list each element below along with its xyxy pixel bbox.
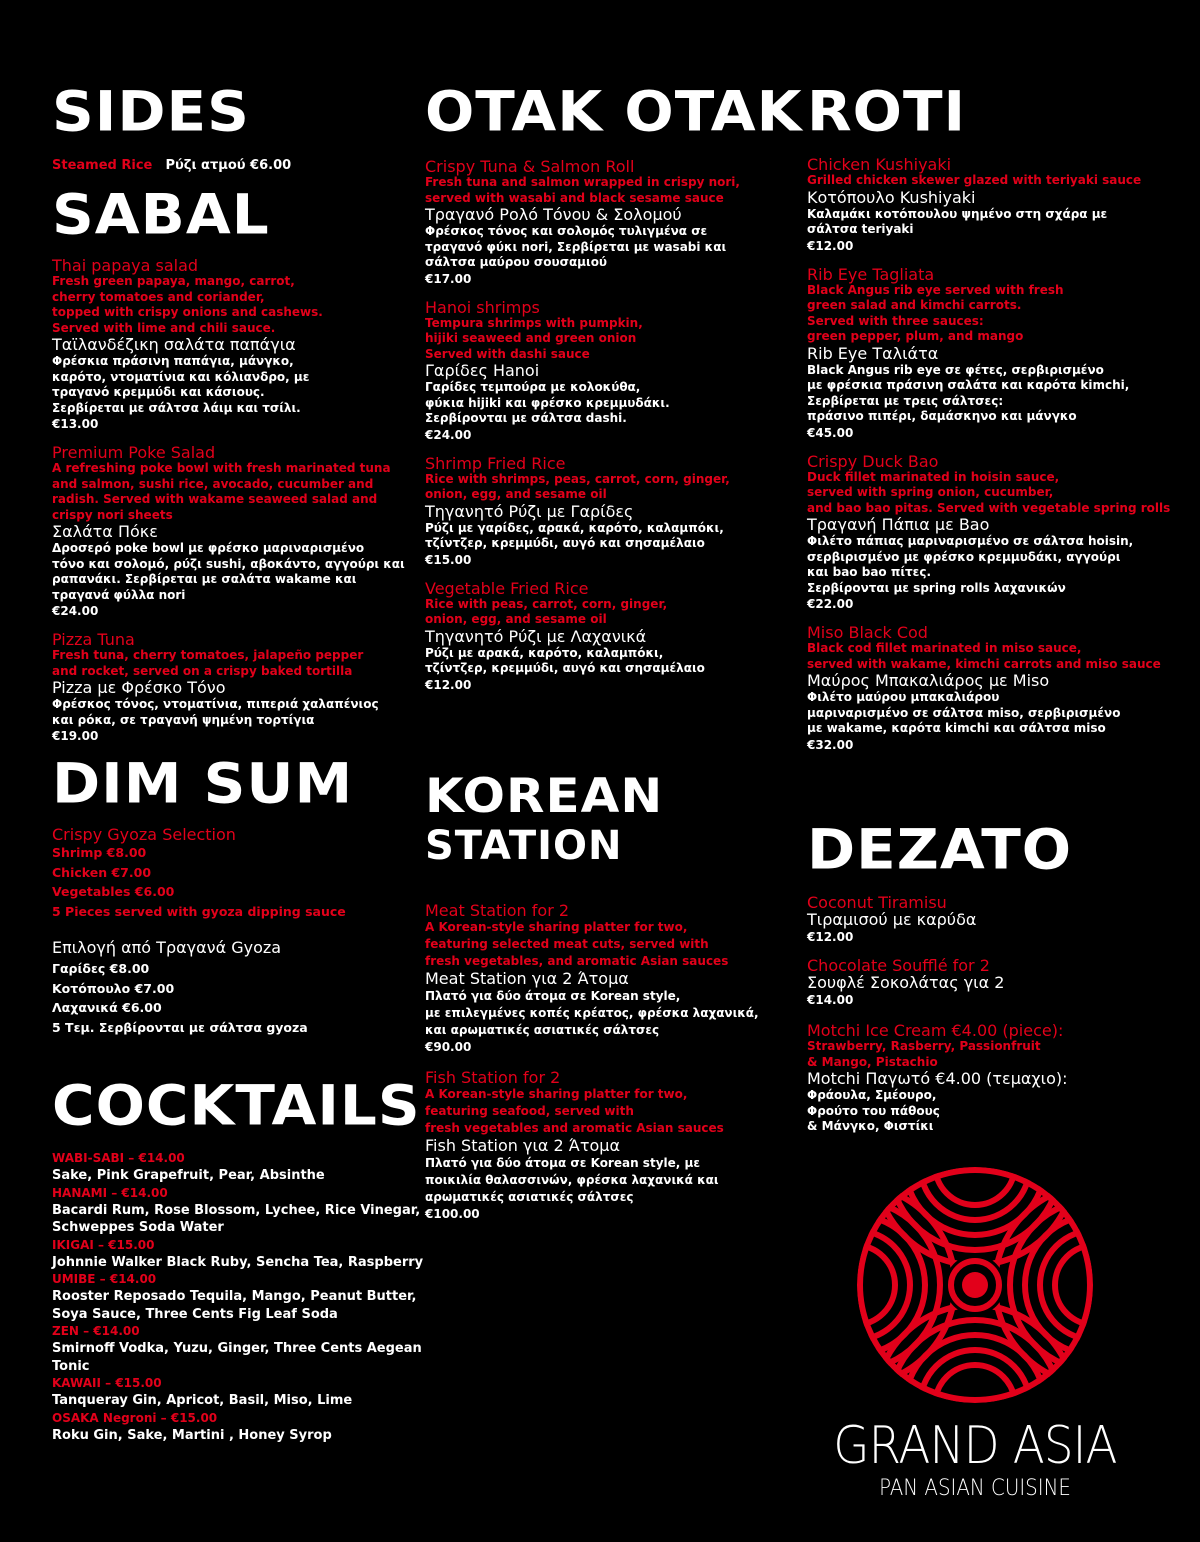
cocktail-ingredients: Tanqueray Gin, Apricot, Basil, Miso, Lime	[52, 1393, 353, 1408]
item-price: €12.00	[807, 930, 854, 944]
dimsum-title-en: Crispy Gyoza Selection	[52, 825, 236, 844]
cocktail-name: UMIBE – €14.00	[52, 1272, 157, 1286]
item-title-gr: Τραγανό Ρολό Τόνου & Σολομού	[425, 205, 682, 224]
dimsum-line-gr: Κοτόπουλο €7.00	[52, 980, 175, 996]
sides-item-gr: Ρύζι ατμού €6.00	[165, 158, 292, 173]
item-price: €100.00	[425, 1207, 480, 1221]
item-title-en: Meat Station for 2	[425, 901, 570, 920]
korean-section	[425, 768, 785, 1222]
menu-item	[52, 444, 422, 619]
item-title-gr: Τιραμισού με καρύδα	[807, 910, 977, 929]
item-title-en: Motchi Ice Cream €4.00 (piece):	[807, 1021, 1064, 1040]
item-price: €24.00	[52, 604, 99, 618]
item-title-en: Fish Station for 2	[425, 1068, 561, 1087]
cocktail-list	[52, 1150, 452, 1444]
roti-list	[807, 156, 1177, 753]
item-desc-en: Black cod fillet marinated in miso sauce, served with wakame, kimchi carrots and miso sauce	[807, 641, 1161, 671]
item-desc-en: Strawberry, Rasberry, Passionfruit & Mango, Pistachio	[807, 1039, 1041, 1069]
item-desc-en: A Korean-style sharing platter for two, featuring seafood, served with fresh vegetables and aromatic Asian sauces	[425, 1087, 724, 1135]
cocktail-ingredients: Rooster Reposado Tequila, Mango, Peanut Butter, Soya Sauce, Three Cents Fig Leaf Soda	[52, 1289, 417, 1322]
item-title-gr: Σουφλέ Σοκολάτας για 2	[807, 973, 1005, 992]
sides-heading: SIDES	[52, 79, 250, 144]
item-desc-gr: Black Angus rib eye σε φέτες, σερβιρισμένο με φρέσκια πράσινη σαλάτα και καρότα kimchi, Σερβίρεται με τρεις σάλτσες: πράσινο πιπέρι, δαμάσκηνο και μάνγκο	[807, 362, 1130, 423]
item-title-en: Crispy Duck Bao	[807, 451, 939, 471]
item-desc-en: A refreshing poke bowl with fresh marinated tuna and salmon, sushi rice, avocado, cucumber and radish. Served with wakame seaweed salad and crispy nori sheets	[52, 461, 391, 522]
item-title-gr: Τραγανή Πάπια με Bao	[807, 515, 990, 534]
item-title-en: Vegetable Fried Rice	[425, 578, 589, 598]
item-title-gr: Μαύρος Μπακαλιάρος με Miso	[807, 671, 1050, 690]
item-price: €15.00	[425, 552, 472, 567]
item-desc-gr: Φιλέτο μαύρου μπακαλιάρου μαριναρισμένο σε σάλτσα miso, σερβιρισμένο με wakame, καρότα kimchi και σάλτσα miso	[807, 690, 1121, 735]
item-price: €14.00	[807, 993, 854, 1007]
dimsum-line-gr: 5 Τεμ. Σερβίρονται με σάλτσα gyoza	[52, 1019, 308, 1035]
item-desc-gr: Δροσερό poke bowl με φρέσκο μαριναρισμένο τόνο και σολομό, ρύζι sushi, αβοκάντο, αγγούρι και ραπανάκι. Σερβίρεται με σαλάτα wakame και τραγανά φύλλα nori	[52, 541, 405, 602]
item-title-gr: Pizza με Φρέσκο Τόνο	[52, 678, 226, 697]
cocktail-name: KAWAII – €15.00	[52, 1376, 162, 1390]
menu-item	[807, 894, 1177, 945]
item-desc-gr: Φρέσκος τόνος και σολομός τυλιγμένα σε τραγανό φύκι nori, Σερβίρεται με wasabi και σάλτσα μαύρου σουσαμιού	[425, 224, 727, 269]
item-price: €24.00	[425, 427, 472, 442]
dimsum-line-en: Shrimp €8.00	[52, 845, 147, 860]
dezato-heading: DEZATO	[807, 817, 1073, 882]
item-desc-gr: Φράουλα, Σμέουρο, Φρούτο του πάθους & Μάνγκο, Φιστίκι	[807, 1088, 940, 1133]
item-title-en: Pizza Tuna	[52, 630, 135, 649]
korean-list	[425, 902, 785, 1222]
sides-item	[52, 154, 422, 175]
menu-item	[807, 453, 1177, 613]
item-title-gr: Meat Station για 2 Άτομα	[425, 969, 629, 988]
menu-item	[807, 624, 1177, 753]
item-desc-gr: Γαρίδες τεμπούρα με κολοκύθα, φύκια hijiki και φρέσκο κρεμμυδάκι. Σερβίρονται με σάλτσα dashi.	[425, 380, 670, 425]
cocktail-ingredients: Bacardi Rum, Rose Blossom, Lychee, Rice Vinegar, Schweppes Soda Water	[52, 1202, 421, 1235]
menu-item	[425, 902, 785, 1055]
dimsum-line-en: Vegetables €6.00	[52, 884, 175, 899]
station-heading: STATION	[425, 823, 623, 869]
menu-item	[807, 266, 1177, 441]
item-price: €32.00	[807, 737, 854, 752]
item-price: €12.00	[425, 677, 472, 692]
sides-item-en: Steamed Rice	[52, 158, 153, 173]
item-desc-gr: Φρέσκια πράσινη παπάγια, μάνγκο, καρότο, ντοματίνια και κόλιανδρο, με τραγανό κρεμμύδι και κάσιους. Σερβίρεται με σάλτσα λάιμ και τσίλι.	[52, 354, 310, 415]
item-desc-en: A Korean-style sharing platter for two, featuring selected meat cuts, served with fresh vegetables, and aromatic Asian sauces	[425, 920, 729, 968]
item-desc-en: Grilled chicken skewer glazed with teriyaki sauce	[807, 173, 1142, 187]
item-title-en: Shrimp Fried Rice	[425, 453, 566, 473]
left-column	[52, 79, 422, 744]
item-title-gr: Motchi Παγωτό €4.00 (τεμαχιο):	[807, 1069, 1068, 1088]
middle-column	[425, 79, 803, 693]
item-price: €19.00	[52, 729, 99, 743]
item-price: €22.00	[807, 597, 854, 611]
brand-block	[800, 1416, 1150, 1502]
item-desc-en: Fresh tuna and salmon wrapped in crispy nori, served with wasabi and black sesame sauce	[425, 175, 740, 205]
item-desc-gr: Φρέσκος τόνος, ντοματίνια, πιπεριά χαλαπένιος και ρόκα, σε τραγανή ψημένη τορτίγια	[52, 697, 379, 727]
item-title-en: Thai papaya salad	[52, 256, 199, 275]
item-price: €17.00	[425, 271, 472, 286]
item-title-en: Chocolate Soufflé for 2	[807, 956, 990, 975]
cocktail-name: OSAKA Negroni – €15.00	[52, 1410, 218, 1425]
item-title-gr: Γαρίδες Hanoi	[425, 361, 540, 380]
item-desc-gr: Καλαμάκι κοτόπουλου ψημένο στη σχάρα με σάλτσα teriyaki	[807, 206, 1108, 236]
item-title-en: Crispy Tuna & Salmon Roll	[425, 157, 635, 176]
item-desc-en: Tempura shrimps with pumpkin, hijiki seaweed and green onion Served with dashi sauce	[425, 315, 643, 361]
cocktail-name: ZEN – €14.00	[52, 1324, 140, 1338]
dimsum-line-gr: Λαχανικά €6.00	[52, 1000, 162, 1015]
roti-heading: ROTI	[807, 79, 967, 144]
dezato-section	[807, 817, 1177, 1135]
item-title-en: Chicken Kushiyaki	[807, 155, 952, 174]
item-desc-gr: Πλατό για δύο άτομα σε Korean style, με ποικιλία θαλασσινών, φρέσκα λαχανικά και αρωματικές ασιατικές σάλτσες	[425, 1156, 719, 1204]
item-title-gr: Κοτόπουλο Kushiyaki	[807, 187, 976, 207]
item-title-gr: Rib Eye Ταλιάτα	[807, 343, 939, 363]
brand-tagline: PAN ASIAN CUISINE	[879, 1476, 1071, 1501]
item-title-en: Hanoi shrimps	[425, 297, 540, 317]
dimsum-section	[52, 751, 422, 1037]
menu-item	[425, 299, 785, 443]
dezato-list	[807, 894, 1177, 1135]
item-desc-en: Black Angus rib eye served with fresh green salad and kimchi carrots. Served with three sauces: green pepper, plum, and mango	[807, 282, 1064, 343]
cocktail-ingredients: Sake, Pink Grapefruit, Pear, Absinthe	[52, 1168, 325, 1183]
item-title-gr: Σαλάτα Πόκε	[52, 522, 158, 541]
menu-item	[425, 1069, 785, 1222]
cocktail-name: WABI-SABI – €14.00	[52, 1151, 185, 1165]
item-title-en: Miso Black Cod	[807, 623, 928, 642]
menu-item	[807, 957, 1177, 1008]
cocktail-ingredients: Smirnoff Vodka, Yuzu, Ginger, Three Cents Aegean Tonic	[52, 1341, 422, 1374]
dimsum-heading: DIM SUM	[52, 751, 354, 816]
dimsum-title-gr: Επιλογή από Τραγανά Gyoza	[52, 938, 282, 957]
dimsum-line-gr: Γαρίδες €8.00	[52, 961, 150, 976]
item-desc-en: Rice with peas, carrot, corn, ginger, onion, egg, and sesame oil	[425, 596, 668, 626]
sabal-heading: SABAL	[52, 182, 270, 247]
menu-item	[52, 631, 422, 744]
item-price: €45.00	[807, 425, 854, 440]
item-price: €90.00	[425, 1040, 472, 1054]
cocktail-name: IKIGAI – €15.00	[52, 1237, 155, 1252]
dimsum-line-en: 5 Pieces served with gyoza dipping sauce	[52, 903, 346, 919]
cocktail-name: HANAMI – €14.00	[52, 1185, 168, 1200]
item-desc-en: Rice with shrimps, peas, carrot, corn, ginger, onion, egg, and sesame oil	[425, 471, 730, 501]
item-title-gr: Τηγανητό Ρύζι με Γαρίδες	[425, 501, 634, 521]
item-desc-en: Duck fillet marinated in hoisin sauce, served with spring onion, cucumber, and bao bao pitas. Served with vegetable spring rolls	[807, 469, 1171, 515]
item-title-gr: Fish Station για 2 Άτομα	[425, 1136, 621, 1155]
cocktails-heading: COCKTAILS	[52, 1073, 421, 1138]
item-title-gr: Ταϊλανδέζικη σαλάτα παπάγια	[52, 335, 296, 354]
menu-item	[425, 158, 785, 287]
cocktail-ingredients: Roku Gin, Sake, Martini , Honey Syrop	[52, 1427, 332, 1443]
sabal-list	[52, 257, 422, 744]
cocktail-ingredients: Johnnie Walker Black Ruby, Sencha Tea, Raspberry	[52, 1254, 424, 1270]
right-column	[807, 79, 1177, 753]
menu-item	[425, 455, 785, 568]
item-title-en: Coconut Tiramisu	[807, 893, 947, 912]
item-desc-gr: Ρύζι με αρακά, καρότο, καλαμπόκι, τζίντζερ, κρεμμύδι, αυγό και σησαμέλαιο	[425, 645, 705, 675]
item-title-gr: Τηγανητό Ρύζι με Λαχανικά	[425, 626, 647, 646]
item-price: €12.00	[807, 238, 854, 253]
item-desc-en: Fresh tuna, cherry tomatoes, jalapeño pepper and rocket, served on a crispy baked tortilla	[52, 648, 364, 678]
otak-list	[425, 158, 785, 693]
menu-item	[807, 156, 1177, 254]
concentric-circle-logo-icon	[855, 1165, 1095, 1405]
item-desc-en: Fresh green papaya, mango, carrot, cherry tomatoes and coriander, topped with crispy onions and cashews. Served with lime and chili sauce.	[52, 274, 323, 335]
korean-heading: KOREAN	[425, 768, 664, 824]
item-price: €13.00	[52, 417, 99, 431]
dimsum-line-en: Chicken €7.00	[52, 864, 152, 880]
menu-item	[52, 257, 422, 432]
menu-item	[807, 1022, 1177, 1135]
item-title-en: Premium Poke Salad	[52, 443, 216, 462]
brand-name: GRAND ASIA	[833, 1416, 1117, 1476]
otak-heading: OTAK OTAK	[425, 79, 803, 144]
item-desc-gr: Ρύζι με γαρίδες, αρακά, καρότο, καλαμπόκι, τζίντζερ, κρεμμύδι, αυγό και σησαμέλαιο	[425, 520, 724, 550]
cocktails-section	[52, 1073, 452, 1444]
item-desc-gr: Πλατό για δύο άτομα σε Korean style, με επιλεγμένες κοπές κρέατος, φρέσκα λαχανικά, και αρωματικές ασιατικές σάλτσες	[425, 989, 759, 1037]
item-desc-gr: Φιλέτο πάπιας μαριναρισμένο σε σάλτσα hoisin, σερβιρισμένο με φρέσκο κρεμμυδάκι, αγγούρι και bao bao πίτες. Σερβίρονται με spring rolls λαχανικών	[807, 534, 1134, 595]
menu-item	[425, 580, 785, 693]
item-title-en: Rib Eye Tagliata	[807, 264, 935, 284]
